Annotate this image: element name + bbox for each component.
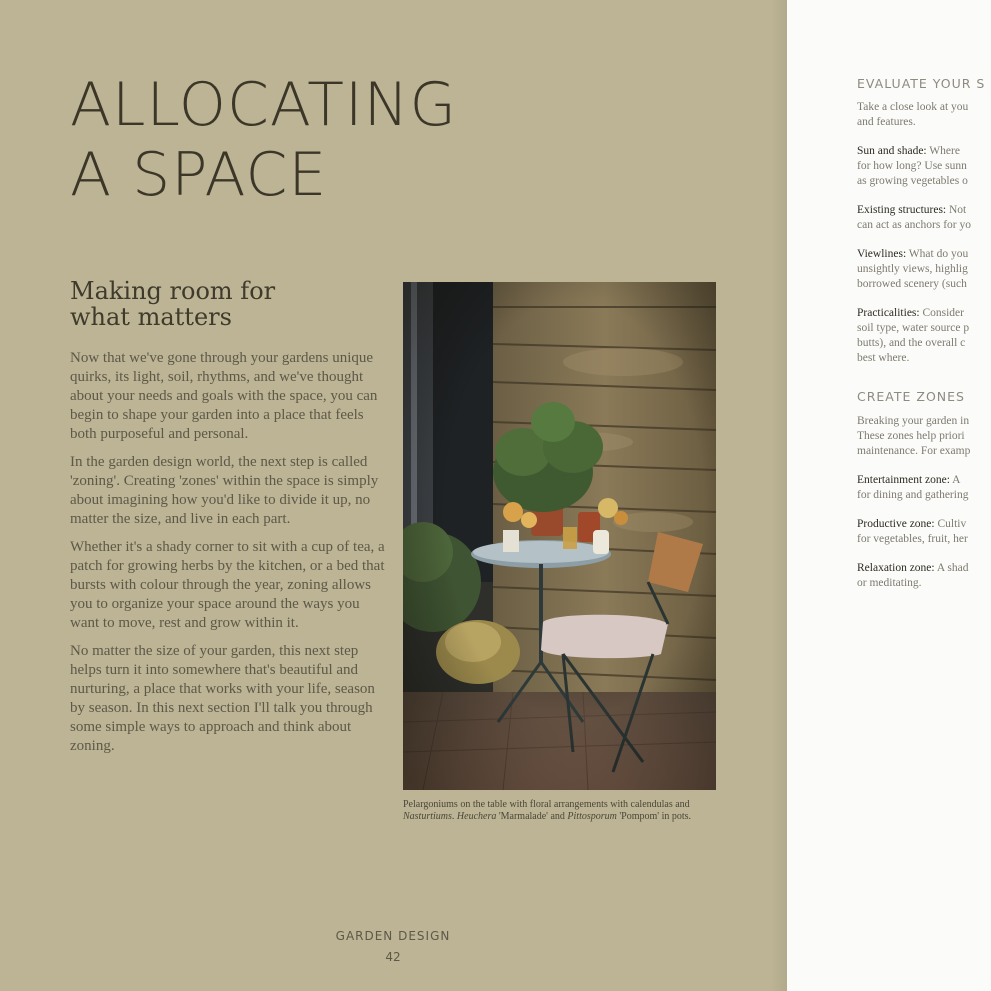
zones-intro: [857, 414, 991, 459]
practicalities-line-4: best where.: [857, 352, 910, 364]
heading-evaluate: EVALUATE YOUR S: [857, 76, 986, 91]
existing-structures-item: [857, 203, 991, 233]
body-copy: [70, 349, 388, 765]
productive-line-2: for vegetables, fruit, her: [857, 533, 968, 545]
zones-intro-line-1: Breaking your garden in: [857, 415, 970, 427]
productive-label: Productive zone:: [857, 518, 935, 530]
caption-text-3: 'Marmalade' and: [496, 811, 568, 822]
sun-line-3: as growing vegetables o: [857, 175, 968, 187]
caption-text-4: 'Pompom' in pots.: [616, 811, 692, 822]
viewlines-line-2: unsightly views, highlig: [857, 263, 968, 275]
sun-label: Sun and shade:: [857, 145, 927, 157]
viewlines-label: Viewlines:: [857, 248, 907, 260]
photo-caption: [403, 799, 703, 823]
entertainment-zone-item: [857, 473, 991, 503]
entertainment-line-1: A: [949, 474, 961, 486]
title-line-2: A SPACE: [70, 140, 328, 210]
garden-photo-illustration: [403, 282, 716, 790]
practicalities-line-2: soil type, water source p: [857, 322, 970, 334]
relaxation-line-1: A shad: [934, 562, 969, 574]
caption-text-1: Pelargoniums on the table with floral arrangements with calendulas and: [403, 799, 690, 810]
productive-line-1: Cultiv: [934, 518, 967, 530]
page-number: 42: [385, 950, 401, 964]
relaxation-zone-item: [857, 561, 991, 591]
title-line-1: ALLOCATING: [70, 70, 457, 140]
zones-intro-line-3: maintenance. For examp: [857, 445, 971, 457]
relaxation-line-2: or meditating.: [857, 577, 922, 589]
caption-italic-1: Nasturtiums: [403, 811, 452, 822]
caption-text-2: .: [451, 811, 457, 822]
caption-italic-3: Pittosporum: [567, 811, 617, 822]
caption-italic-2: Heuchera: [456, 811, 497, 822]
viewlines-line-1: What do you: [906, 248, 969, 260]
garden-corner-photo: [403, 282, 716, 790]
evaluate-intro: [857, 100, 991, 130]
section-subheading: [70, 278, 390, 330]
running-footer-section: GARDEN DESIGN: [335, 929, 451, 943]
sun-and-shade-item: [857, 144, 991, 189]
paragraph-1: Now that we've gone through your gardens unique quirks, its light, soil, rhythms, and we've thought about your needs and goals with the space, you can begin to shape your garden into a place that feels both purposeful and personal.: [70, 350, 378, 442]
right-page: [787, 0, 991, 991]
productive-zone-item: [857, 517, 991, 547]
viewlines-line-3: borrowed scenery (such: [857, 278, 967, 290]
subheading-line-2: what matters: [70, 303, 232, 331]
paragraph-3: Whether it's a shady corner to sit with a cup of tea, a patch for growing herbs by the kitchen, or a bed that bursts with colour through the year, zoning allows you to organize your space around the ways you want to move, rest and grow within it.: [70, 539, 385, 631]
evaluate-intro-line-2: and features.: [857, 116, 916, 128]
entertainment-label: Entertainment zone:: [857, 474, 950, 486]
existing-line-1: Not: [946, 204, 967, 216]
evaluate-intro-line-1: Take a close look at you: [857, 101, 969, 113]
practicalities-item: [857, 306, 991, 366]
paragraph-4: No matter the size of your garden, this next step helps turn it into somewhere that's beautiful and nurturing, a place that works with your life, season by season. In this next section I'll talk you through some simple ways to approach and think about zoning.: [70, 643, 375, 754]
heading-create-zones: CREATE ZONES: [857, 389, 965, 404]
subheading-line-1: Making room for: [70, 277, 276, 305]
viewlines-item: [857, 247, 991, 292]
entertainment-line-2: for dining and gathering: [857, 489, 969, 501]
existing-line-2: can act as anchors for yo: [857, 219, 971, 231]
sun-line-2: for how long? Use sunn: [857, 160, 967, 172]
page-title: [70, 70, 457, 210]
practicalities-line-1: Consider: [919, 307, 964, 319]
paragraph-2: In the garden design world, the next step is called 'zoning'. Creating 'zones' within the space is simply about imagining how you'd like to divide it up, no matter the size, and live in each part.: [70, 454, 379, 527]
relaxation-label: Relaxation zone:: [857, 562, 935, 574]
zones-intro-line-2: These zones help priori: [857, 430, 965, 442]
sun-line-1: Where: [926, 145, 960, 157]
book-gutter-shadow: [770, 0, 787, 991]
existing-label: Existing structures:: [857, 204, 947, 216]
practicalities-line-3: butts), and the overall c: [857, 337, 966, 349]
practicalities-label: Practicalities:: [857, 307, 920, 319]
